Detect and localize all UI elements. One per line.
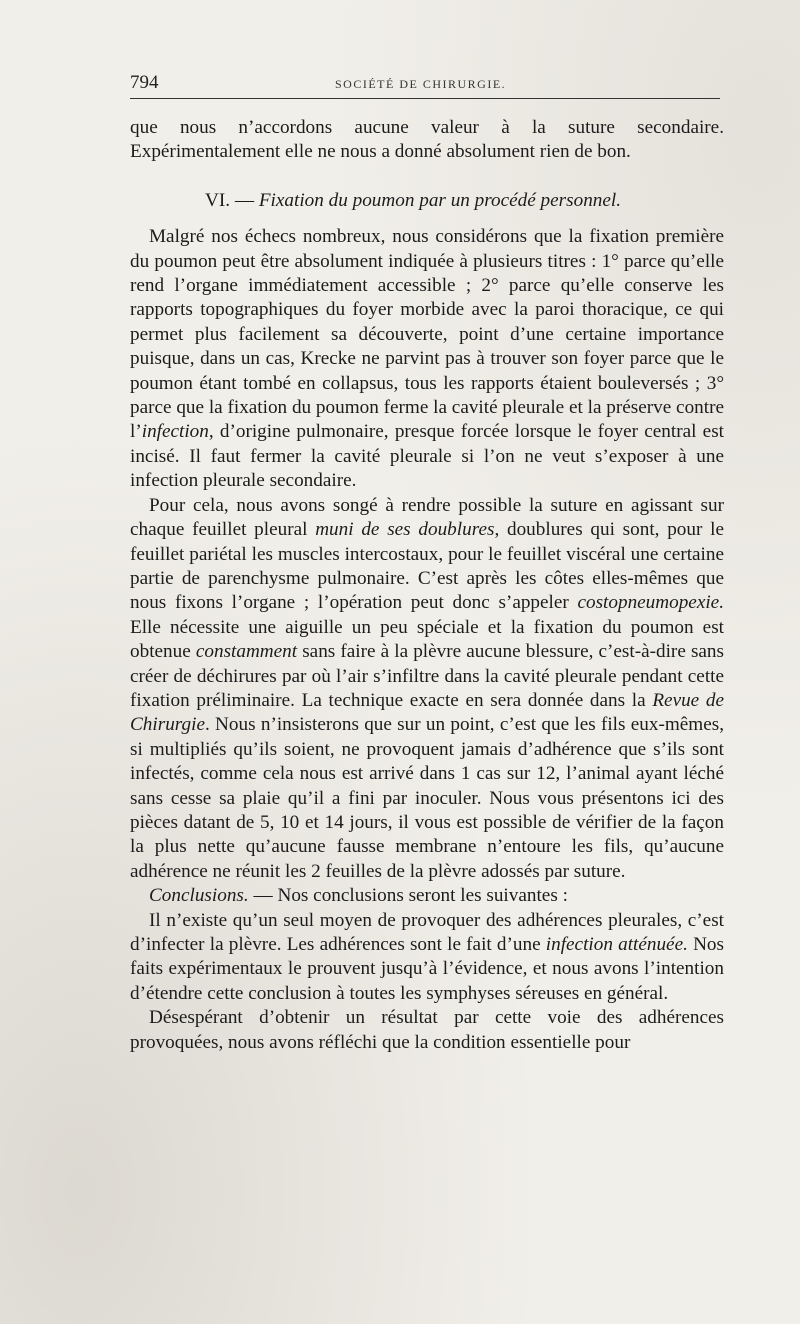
emphasis-revue: Revue de Chirurgie (130, 689, 724, 736)
text-run: Nos faits expérimentaux le prouvent jusqu’à l’évidence, et nous avons l’intention d’étendre cette conclusion à toutes les symphyses séreuses en général. (130, 934, 724, 1004)
running-head: SOCIÉTÉ DE CHIRURGIE. (335, 77, 507, 91)
section-number: VI. — (205, 189, 255, 211)
text-run: Il n’existe qu’un seul moyen de provoquer des adhérences pleurales, c’est d’infecter la plèvre. Les adhérences sont le fait d’une (130, 909, 724, 955)
page-body (130, 116, 724, 1055)
section-title: Fixation du poumon par un procédé personnel. (258, 189, 622, 211)
emphasis-costopneumopexie: costopneumopexie. (577, 592, 724, 614)
text-run: . Nous n’insisterons que sur un point, c’est que les fils eux-mêmes, si multipliés qu’ils soient, ne provoquent jamais d’adhérence que s’ils sont infectés, comme cela nous est arrivé dans 1 cas sur 12, l’animal ayant léché sans cesse sa plaie qu’il a fini par inoculer. Nous vous présentons ici des pièces datant de 5, 10 et 14 jours, il vous est possible de vérifier de la façon la plus nette qu’aucune fausse membrane n’entoure les fils, qu’aucune adhérence ne réunit les 2 feuilles de la plèvre adossés par suture. (130, 714, 724, 882)
text-run: — Nos conclusions seront les suivantes : (248, 885, 568, 907)
text-run: Elle nécessite une aiguille un peu spéciale et la fixation du poumon est obtenue (130, 616, 724, 663)
text-run: sans faire à la plèvre aucune blessure, c’est-à-dire sans créer de déchirures par où l’air s’infiltre dans la cavité pleurale pendant cette fixation préliminaire. La technique exacte en sera donnée dans la (130, 641, 724, 711)
emphasis-constamment: constamment (195, 641, 298, 663)
page-number: 794 (130, 72, 159, 93)
text-run: , d’origine pulmonaire, presque forcée lorsque le foyer central est incisé. Il faut fermer la cavité pleurale si l’on ne veut s’exposer à une infection pleurale secondaire. (130, 421, 724, 492)
section-heading (130, 189, 724, 213)
emphasis-infection: infection (141, 421, 209, 443)
text-run: Malgré nos échecs nombreux, nous considérons que la fixation première du poumon peut être absolument indiquée à plusieurs titres : 1° parce qu’elle rend l’organe immédiatement accessible ; 2° parce qu’elle conserve les rapports topographiques du foyer morbide avec la paroi thoracique, ce qui permet plus facilement sa découverte, point d’une certaine importance puisque, dans un cas, Krecke ne parvint pas à trouver son foyer parce que le poumon étant tombé en collapsus, tous les rapports étaient bouleversés ; 3° parce que la fixation du poumon ferme la cavité pleurale et la préserve contre l’ (130, 226, 724, 443)
emphasis-infection-attenuee: infection atténuée. (545, 934, 688, 955)
paragraph-fixation (130, 225, 724, 493)
emphasis-doublures: muni de ses doublures (315, 519, 495, 541)
paragraph-technique (130, 494, 724, 885)
page-header (130, 72, 720, 99)
paragraph-continuation: que nous n’accordons aucune valeur à la suture secondaire. Expérimentalement elle ne nous a donné absolument rien de bon. (130, 117, 724, 163)
paragraph-conclusion-2: Désespérant d’obtenir un résultat par cette voie des adhérences provoquées, nous avons réfléchi que la condition essentielle pour (130, 1007, 724, 1053)
emphasis-conclusions: Conclusions. (149, 885, 249, 907)
text-run: Pour cela, nous avons songé à rendre possible la suture en agissant sur chaque feuillet pleural (130, 494, 724, 541)
text-run: , doublures qui sont, pour le feuillet pariétal les muscles intercostaux, pour le feuillet viscéral une certaine partie de parenchysme pulmonaire. C’est après les côtes elles-mêmes que nous fixons l’organe ; l’opération peut donc s’appeler (130, 519, 724, 614)
paragraph-conclusions-heading (130, 884, 724, 908)
paragraph-conclusion-1 (130, 909, 724, 1007)
